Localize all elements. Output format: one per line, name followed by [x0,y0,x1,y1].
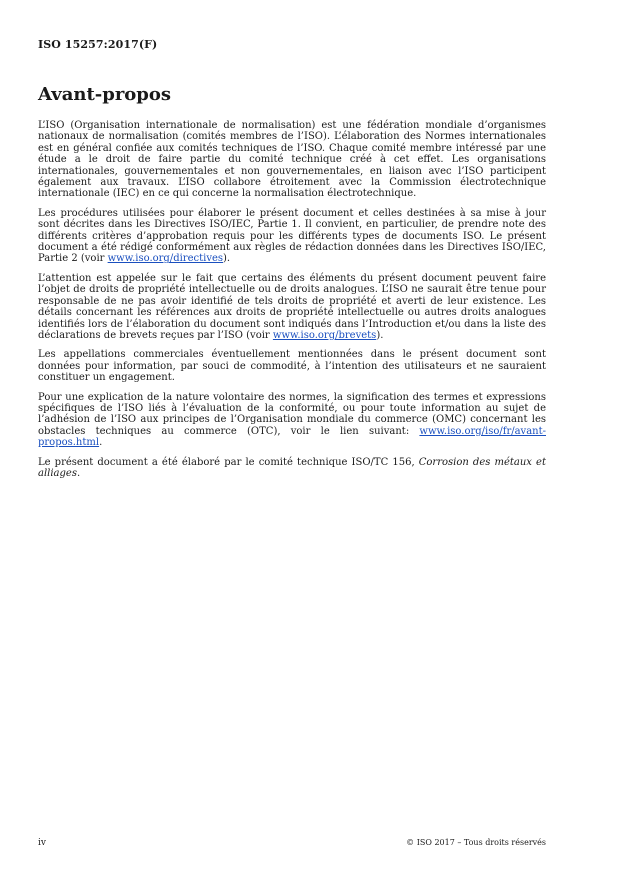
paragraph-text-end: ). [376,329,384,341]
paragraph-text-end: . [99,437,103,449]
paragraph-procedures [38,208,546,265]
foreword-body [38,120,546,487]
patents-link[interactable]: www.iso.org/brevets [272,329,377,341]
paragraph-text: Pour une explication de la nature volontaire des normes, la signification des termes et expressions spécifiques de l’ISO liés à l’évaluation de la conformité, ou pour toute information au sujet de l’adhésion de l’ISO aux principes de l’Organisation mondiale du commerce (OMC) concernant les obstacles techniques au commerce (OTC), voir le lien suivant: [38,391,546,437]
paragraph-trade-names [38,349,546,383]
document-id-header: ISO 15257:2017(F) [38,38,158,51]
paragraph-text: Le présent document a été élaboré par le comité technique ISO/TC 156, [38,456,419,468]
paragraph-text-end: ). [223,253,231,265]
directives-link[interactable]: www.iso.org/directives [107,253,224,265]
paragraph-voluntary-nature [38,392,546,449]
paragraph-text: L’attention est appelée sur le fait que certains des éléments du présent document peuvent faire l’objet de droits de propriété intellectuelle ou de droits analogues. L’ISO ne saurait être tenue pour responsable de ne pas avoir identifié de tels droits de propriété et averti de leur existence. Les détails concernant les références aux droits de propriété intellectuelle ou autres droits analogues identifiés lors de l’élaboration du document sont indiqués dans l’Introduction et/ou dans la liste des déclarations de brevets reçues par l’ISO (voir [38,272,546,341]
paragraph-iso-organisation [38,120,546,200]
paragraph-committee [38,457,546,480]
foreword-link[interactable]: www.iso.org/iso/fr/avant-propos.html [38,425,546,449]
paragraph-text: Les appellations commerciales éventuellement mentionnées dans le présent document sont données pour information, par souci de commodité, à l’intention des utilisateurs et ne sauraient constituer un engagement. [38,349,546,384]
page-title: Avant-propos [38,84,172,105]
paragraph-patents [38,273,546,341]
paragraph-text-end: . [76,467,81,479]
page-number: iv [38,838,46,848]
copyright-notice: © ISO 2017 – Tous droits réservés [406,838,546,847]
paragraph-text: Les procédures utilisées pour élaborer le présent document et celles destinées à sa mise à jour sont décrites dans les Directives ISO/IEC, Partie 1. Il convient, en particulier, de prendre note des différents critères d’approbation requis pour les différents types de documents ISO. Le présent document a été rédigé conformément aux règles de rédaction données dans les Directives ISO/IEC, Partie 2 (voir [38,207,546,265]
committee-title: Corrosion des métaux et alliages [38,456,546,479]
paragraph-text: L’ISO (Organisation internationale de normalisation) est une fédération mondiale d’organismes nationaux de normalisation (comités membres de l’ISO). L’élaboration des Normes internationales est en général confiée aux comités techniques de l’ISO. Chaque comité membre intéressé par une étude a le droit de faire partie du comité technique créé à cet effet. Les organisations internationales, gouvernementales et non gouvernementales, en liaison avec l’ISO participent également aux travaux. L’ISO collabore étroitement avec la Commission électrotechnique internationale (IEC) en ce qui concerne la normalisation électrotechnique. [38,120,546,200]
